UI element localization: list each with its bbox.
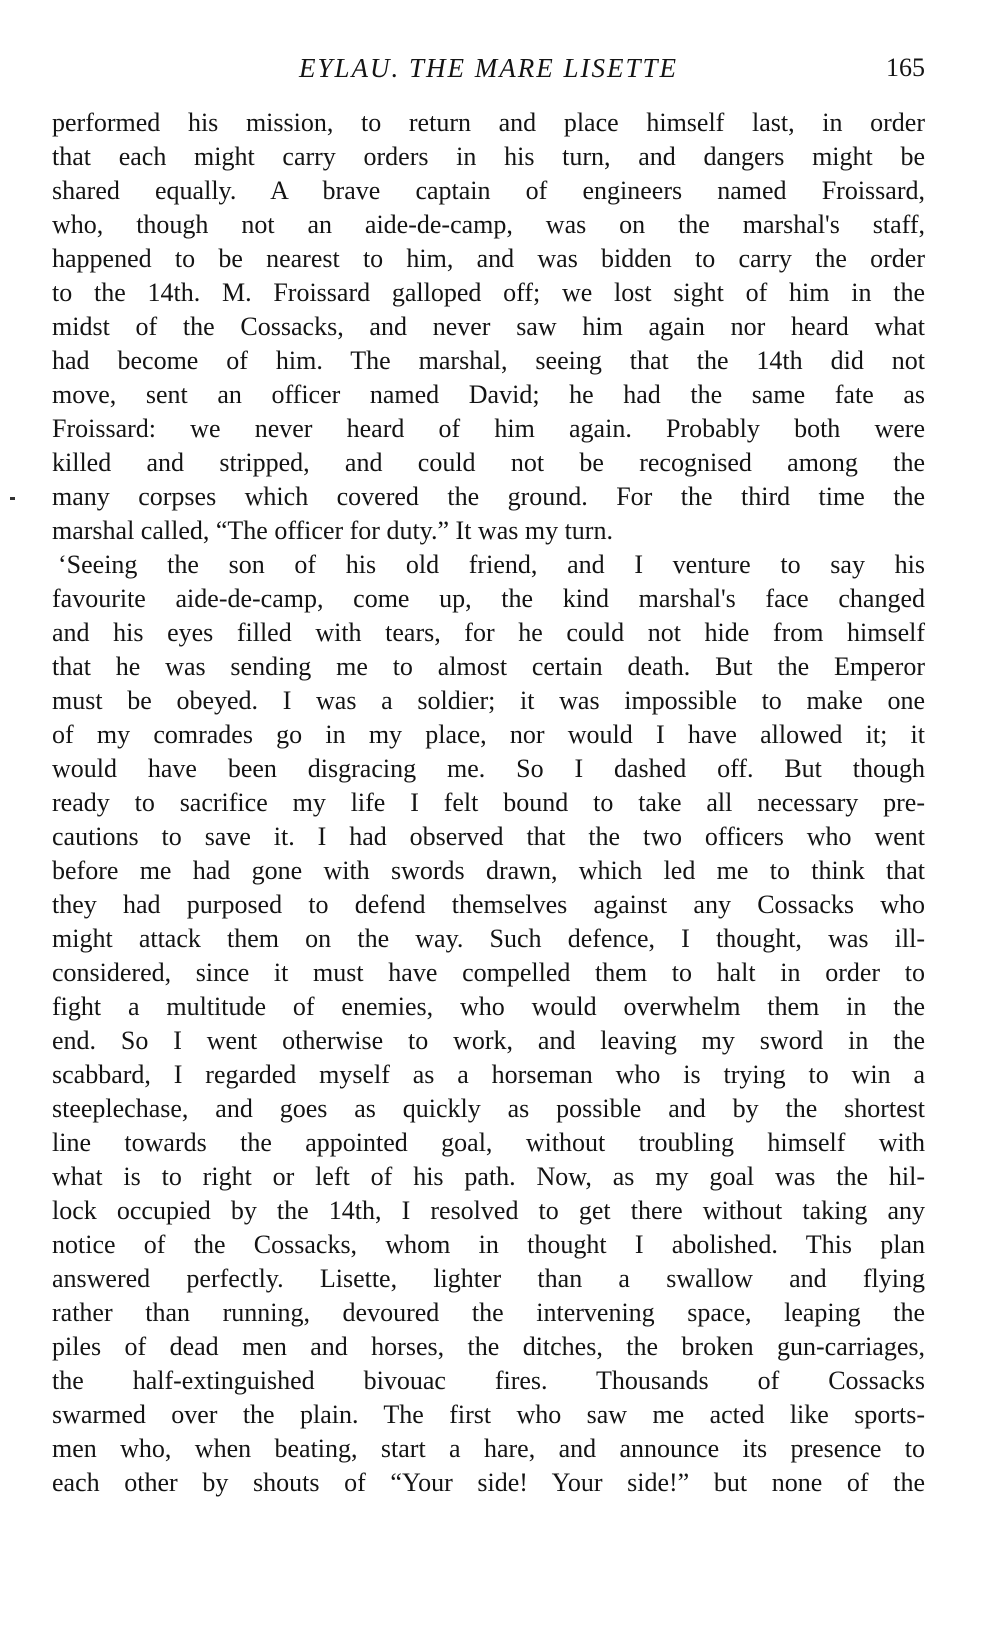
running-head: EYLAU. THE MARE LISETTE	[298, 53, 679, 83]
text-line: before me had gone with swords drawn, which led me to think that	[52, 856, 925, 885]
text-line: that he was sending me to almost certain death. But the Emperor	[52, 652, 925, 681]
text-line: would have been disgracing me. So I dashed off. But though	[52, 754, 925, 783]
text-line: might attack them on the way. Such defence, I thought, was ill-	[52, 924, 925, 953]
text-line: piles of dead men and horses, the ditches, the broken gun-carriages,	[52, 1332, 925, 1361]
body-text	[52, 106, 925, 1500]
text-line: midst of the Cossacks, and never saw him again nor heard what	[52, 312, 925, 341]
text-line: ready to sacrifice my life I felt bound to take all necessary pre-	[52, 788, 925, 817]
text-line: killed and stripped, and could not be recognised among the	[52, 448, 925, 477]
text-line: rather than running, devoured the intervening space, leaping the	[52, 1298, 925, 1327]
text-line: considered, since it must have compelled them to halt in order to	[52, 958, 925, 987]
text-line: cautions to save it. I had observed that the two officers who went	[52, 822, 925, 851]
text-line: swarmed over the plain. The first who saw me acted like sports-	[52, 1400, 925, 1429]
text-line: scabbard, I regarded myself as a horseman who is trying to win a	[52, 1060, 925, 1089]
text-line: to the 14th. M. Froissard galloped off; we lost sight of him in the	[52, 278, 925, 307]
text-line-paragraph-end: marshal called, “The officer for duty.” It was my turn.	[52, 516, 613, 545]
text-line: the half-extinguished bivouac fires. Thousands of Cossacks	[52, 1366, 925, 1395]
text-line: notice of the Cossacks, whom in thought I abolished. This plan	[52, 1230, 925, 1259]
text-line: and his eyes filled with tears, for he could not hide from himself	[52, 618, 925, 647]
text-line: performed his mission, to return and place himself last, in order	[52, 108, 925, 137]
page-number: 165	[886, 53, 925, 82]
text-line: what is to right or left of his path. Now, as my goal was the hil-	[52, 1162, 925, 1191]
text-line: had become of him. The marshal, seeing that the 14th did not	[52, 346, 925, 375]
text-line: lock occupied by the 14th, I resolved to get there without taking any	[52, 1196, 925, 1225]
text-line: move, sent an officer named David; he had the same fate as	[52, 380, 925, 409]
page-header	[52, 50, 925, 86]
text-line: who, though not an aide-de-camp, was on the marshal's staff,	[52, 210, 925, 239]
text-line: happened to be nearest to him, and was bidden to carry the order	[52, 244, 925, 273]
text-line: Froissard: we never heard of him again. Probably both were	[52, 414, 925, 443]
text-line: they had purposed to defend themselves against any Cossacks who	[52, 890, 925, 919]
text-line: answered perfectly. Lisette, lighter than a swallow and flying	[52, 1264, 925, 1293]
text-line: men who, when beating, start a hare, and announce its presence to	[52, 1434, 925, 1463]
text-line: that each might carry orders in his turn, and dangers might be	[52, 142, 925, 171]
text-line: fight a multitude of enemies, who would overwhelm them in the	[52, 992, 925, 1021]
text-line: many corpses which covered the ground. For the third time the	[52, 482, 925, 511]
margin-mark	[10, 497, 15, 500]
text-line: of my comrades go in my place, nor would I have allowed it; it	[52, 720, 925, 749]
text-line: end. So I went otherwise to work, and leaving my sword in the	[52, 1026, 925, 1055]
text-line: must be obeyed. I was a soldier; it was impossible to make one	[52, 686, 925, 715]
text-line-paragraph-start: ‘Seeing the son of his old friend, and I venture to say his	[58, 550, 925, 579]
text-line: steeplechase, and goes as quickly as possible and by the shortest	[52, 1094, 925, 1123]
text-line: favourite aide-de-camp, come up, the kind marshal's face changed	[52, 584, 925, 613]
text-line: line towards the appointed goal, without troubling himself with	[52, 1128, 925, 1157]
text-line: shared equally. A brave captain of engineers named Froissard,	[52, 176, 925, 205]
text-line: each other by shouts of “Your side! Your side!” but none of the	[52, 1468, 925, 1497]
